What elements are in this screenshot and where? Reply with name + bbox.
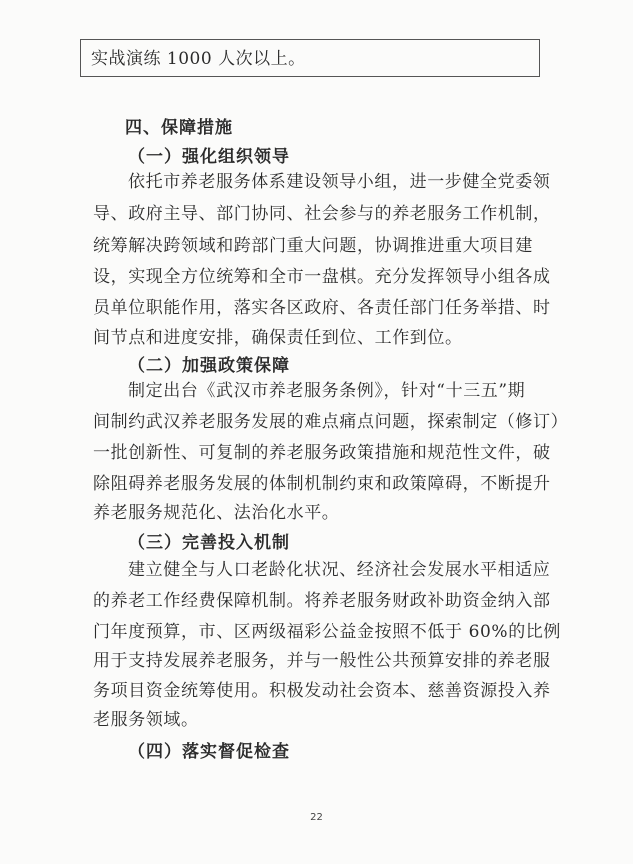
paragraph-line: 设，实现全方位统筹和全市一盘棋。充分发挥领导小组各成	[93, 267, 551, 287]
paragraph-line: 统筹解决跨领域和跨部门重大问题，协调推进重大项目建	[93, 236, 533, 256]
subsection-title-3: （三）完善投入机制	[128, 533, 290, 553]
paragraph-line: 导、政府主导、部门协同、社会参与的养老服务工作机制，	[93, 204, 551, 224]
page-number: 22	[310, 812, 323, 823]
paragraph-line: 老服务领域。	[93, 710, 199, 730]
paragraph-line: 除阻碍养老服务发展的体制机制约束和政策障碍，不断提升	[93, 474, 551, 494]
subsection-title-2: （二）加强政策保障	[128, 356, 290, 376]
paragraph-line: 间节点和进度安排，确保责任到位、工作到位。	[93, 328, 463, 348]
paragraph-line: 养老服务规范化、法治化水平。	[93, 503, 340, 523]
paragraph-line: 门年度预算，市、区两级福彩公益金按照不低于 60%的比例	[93, 622, 561, 642]
continued-text-box	[80, 39, 540, 77]
subsection-title-4: （四）落实督促检查	[128, 742, 290, 762]
paragraph-line: 用于支持发展养老服务，并与一般性公共预算安排的养老服	[93, 651, 551, 671]
paragraph-line: 间制约武汉养老服务发展的难点痛点问题，探索制定（修订）	[93, 412, 569, 432]
paragraph-line: 员单位职能作用，落实各区政府、各责任部门任务举措、时	[93, 298, 551, 318]
subsection-title-1: （一）强化组织领导	[128, 147, 290, 167]
paragraph-line: 制定出台《武汉市养老服务条例》，针对“十三五”期	[128, 381, 526, 401]
paragraph-line: 的养老工作经费保障机制。将养老服务财政补助资金纳入部	[93, 591, 551, 611]
section-heading: 四、保障措施	[125, 118, 233, 138]
continued-text: 实战演练 1000 人次以上。	[91, 49, 306, 69]
paragraph-line: 依托市养老服务体系建设领导小组，进一步健全党委领	[128, 172, 551, 192]
paragraph-line: 务项目资金统筹使用。积极发动社会资本、慈善资源投入养	[93, 681, 551, 701]
paragraph-line: 建立健全与人口老龄化状况、经济社会发展水平相适应	[128, 560, 551, 580]
paragraph-line: 一批创新性、可复制的养老服务政策措施和规范性文件，破	[93, 443, 551, 463]
